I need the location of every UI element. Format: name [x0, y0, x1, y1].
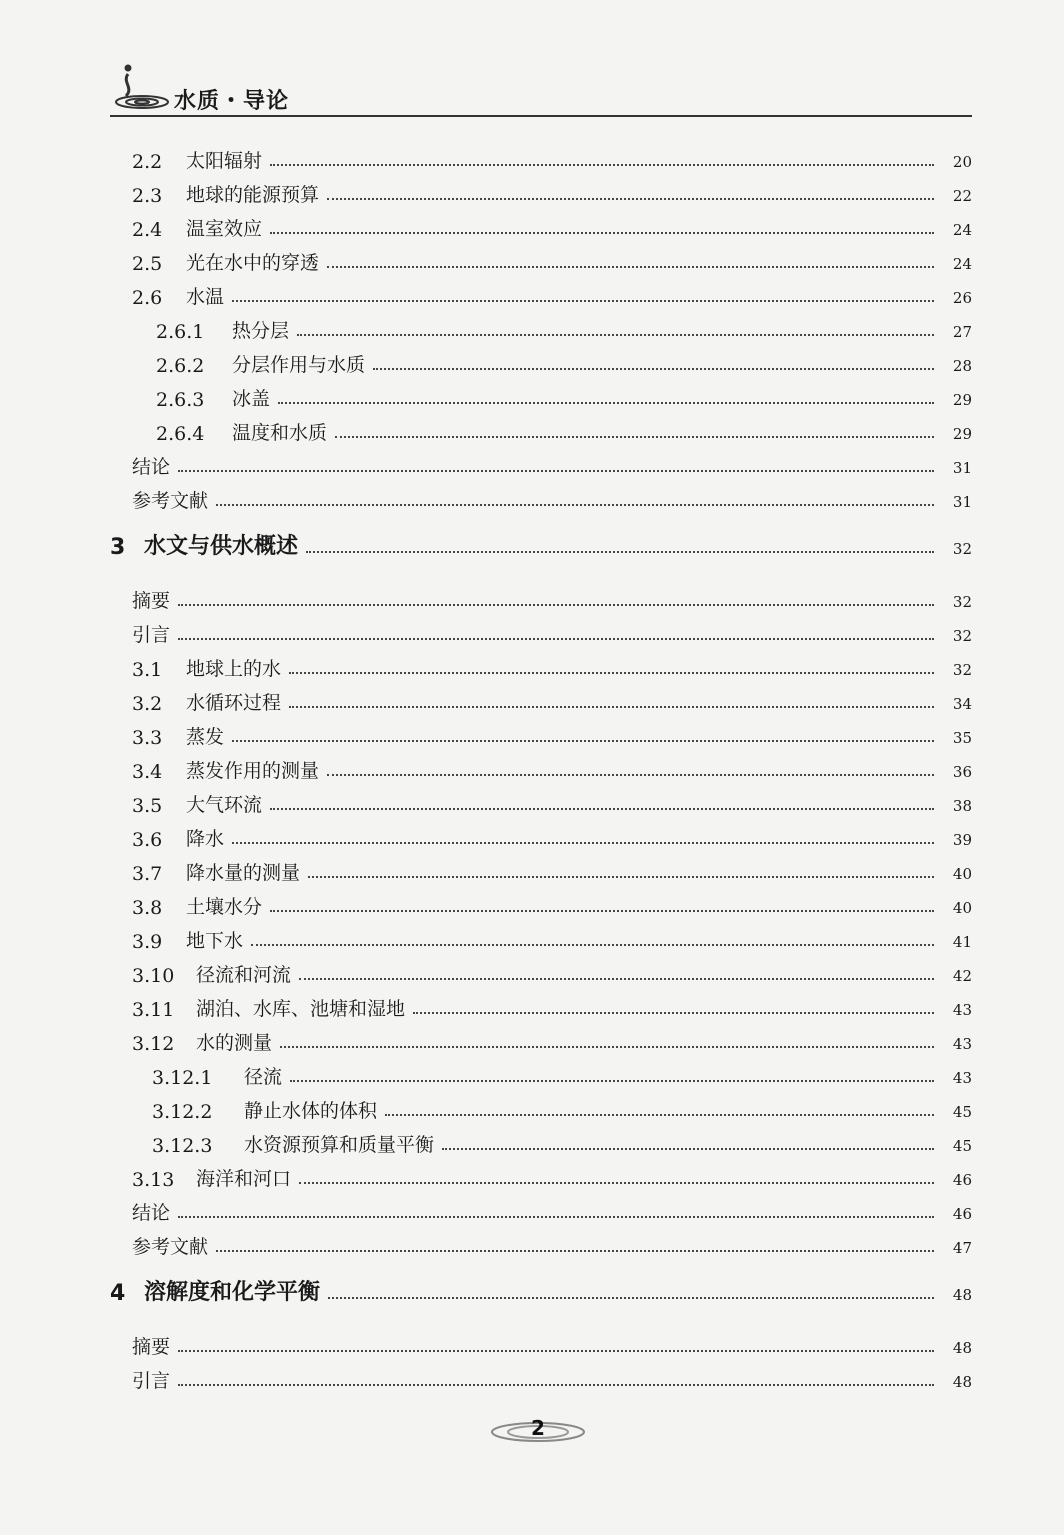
dot-leader [178, 638, 934, 640]
toc-entry-page: 32 [952, 627, 972, 645]
dot-leader [289, 672, 934, 674]
toc-entry-number: 2.6.2 [156, 355, 205, 377]
toc-entry-page: 38 [952, 797, 972, 815]
toc-entry-page: 32 [952, 540, 972, 558]
toc-entry-title: 大气环流 [186, 794, 263, 816]
toc-entry [132, 719, 972, 749]
toc-entry [152, 1093, 972, 1123]
toc-entry-title: 降水 [186, 828, 225, 850]
toc-entry-title: 分层作用与水质 [232, 354, 366, 376]
toc-entry-title: 水资源预算和质量平衡 [244, 1134, 435, 1156]
dot-leader [270, 910, 934, 912]
toc-entry [132, 1195, 972, 1225]
toc-entry-page: 34 [952, 695, 972, 713]
header-divider [110, 115, 972, 117]
toc-entry-number: 3.1 [132, 659, 163, 681]
dot-leader [306, 551, 934, 553]
toc-entry-title: 溶解度和化学平衡 [144, 1280, 321, 1305]
page-header [110, 58, 970, 118]
dot-leader [327, 774, 934, 776]
toc-entry-title: 温度和水质 [232, 422, 328, 444]
toc-entry [132, 211, 972, 241]
toc-entry-title: 结论 [132, 1202, 171, 1224]
chapter-entry [110, 530, 972, 560]
toc-entry-title: 地球上的水 [186, 658, 282, 680]
toc-entry-title: 参考文献 [132, 490, 209, 512]
toc-entry-title: 海洋和河口 [196, 1168, 292, 1190]
toc-entry [132, 143, 972, 173]
dot-leader [232, 300, 934, 302]
toc-entry [132, 583, 972, 613]
toc-entry [156, 415, 972, 445]
toc-entry-title: 冰盖 [232, 388, 271, 410]
toc-entry-page: 32 [952, 661, 972, 679]
toc-entry [132, 177, 972, 207]
dot-leader [335, 436, 934, 438]
toc-entry [132, 1161, 972, 1191]
toc-entry-page: 31 [952, 459, 972, 477]
dot-leader [216, 1250, 934, 1252]
toc-entry-page: 48 [952, 1339, 972, 1357]
toc-entry-page: 29 [952, 425, 972, 443]
toc-entry [132, 449, 972, 479]
toc-entry-number: 2.6.1 [156, 321, 205, 343]
toc-entry-number: 3.4 [132, 761, 163, 783]
toc-entry-title: 径流 [244, 1066, 283, 1088]
toc-entry-number: 3.5 [132, 795, 163, 817]
toc-entry-number: 2.5 [132, 253, 163, 275]
dot-leader [178, 1350, 934, 1352]
toc-entry-number: 3 [110, 535, 126, 560]
toc-entry-number: 3.8 [132, 897, 163, 919]
dot-leader [308, 876, 934, 878]
toc-entry-page: 29 [952, 391, 972, 409]
dot-leader [178, 1384, 934, 1386]
toc-entry-title: 引言 [132, 624, 171, 646]
toc-entry-title: 水温 [186, 286, 225, 308]
toc-entry-page: 35 [952, 729, 972, 747]
dot-leader [270, 808, 934, 810]
toc-entry-title: 参考文献 [132, 1236, 209, 1258]
toc-entry [152, 1127, 972, 1157]
toc-entry-page: 46 [952, 1205, 972, 1223]
toc-entry [132, 651, 972, 681]
toc-entry-page: 24 [952, 255, 972, 273]
dot-leader [413, 1012, 934, 1014]
toc-entry-title: 静止水体的体积 [244, 1100, 378, 1122]
toc-entry-page: 31 [952, 493, 972, 511]
toc-entry-number: 3.12 [132, 1033, 175, 1055]
toc-entry-number: 3.9 [132, 931, 163, 953]
toc-entry-page: 39 [952, 831, 972, 849]
toc-entry-number: 4 [110, 1281, 126, 1306]
chapter-entry [110, 1276, 972, 1306]
dot-leader [270, 164, 934, 166]
toc-entry-page: 48 [952, 1286, 972, 1304]
dot-leader [327, 198, 934, 200]
toc-entry-number: 3.6 [132, 829, 163, 851]
toc-entry-number: 2.6 [132, 287, 163, 309]
toc-entry [132, 787, 972, 817]
toc-entry-page: 43 [952, 1069, 972, 1087]
dot-leader [299, 978, 934, 980]
toc-entry-page: 27 [952, 323, 972, 341]
toc-entry-title: 径流和河流 [196, 964, 292, 986]
toc-entry [132, 245, 972, 275]
toc-entry-number: 3.12.3 [152, 1135, 213, 1157]
page-footer [488, 1410, 588, 1454]
toc-entry-title: 摘要 [132, 1336, 171, 1358]
toc-entry-title: 湖泊、水库、池塘和湿地 [196, 998, 406, 1020]
toc-entry-page: 26 [952, 289, 972, 307]
dot-leader [251, 944, 934, 946]
toc-entry-title: 蒸发 [186, 726, 225, 748]
toc-entry-number: 3.10 [132, 965, 175, 987]
toc-entry-title: 水循环过程 [186, 692, 282, 714]
dot-leader [178, 470, 934, 472]
toc-entry-title: 太阳辐射 [186, 150, 263, 172]
toc-entry-page: 48 [952, 1373, 972, 1391]
toc-entry [132, 1229, 972, 1259]
toc-entry-title: 结论 [132, 456, 171, 478]
dot-leader [297, 334, 934, 336]
toc-entry-page: 20 [952, 153, 972, 171]
toc-entry [132, 685, 972, 715]
toc-entry-number: 3.13 [132, 1169, 175, 1191]
toc-entry-number: 3.3 [132, 727, 163, 749]
toc-entry-page: 47 [952, 1239, 972, 1257]
toc-entry [152, 1059, 972, 1089]
toc-entry [132, 1329, 972, 1359]
toc-entry [132, 821, 972, 851]
toc-entry-page: 43 [952, 1001, 972, 1019]
toc-entry-page: 22 [952, 187, 972, 205]
water-ripple-logo-icon [110, 58, 170, 118]
toc-entry-title: 光在水中的穿透 [186, 252, 320, 274]
dot-leader [178, 604, 934, 606]
toc-entry [132, 483, 972, 513]
toc-entry-page: 40 [952, 899, 972, 917]
toc-entry [156, 313, 972, 343]
toc-entry-title: 热分层 [232, 320, 290, 342]
toc-entry-page: 36 [952, 763, 972, 781]
toc-entry-page: 40 [952, 865, 972, 883]
toc-entry-page: 46 [952, 1171, 972, 1189]
toc-entry [132, 753, 972, 783]
toc-entry-number: 3.12.1 [152, 1067, 213, 1089]
dot-leader [278, 402, 934, 404]
toc-entry-page: 41 [952, 933, 972, 951]
toc-entry [132, 1363, 972, 1393]
toc-entry-title: 水文与供水概述 [144, 534, 299, 559]
dot-leader [328, 1297, 934, 1299]
toc-entry-page: 45 [952, 1103, 972, 1121]
toc-entry-title: 温室效应 [186, 218, 263, 240]
toc-entry-number: 2.6.3 [156, 389, 205, 411]
dot-leader [280, 1046, 934, 1048]
dot-leader [327, 266, 934, 268]
dot-leader [385, 1114, 934, 1116]
toc-entry-page: 43 [952, 1035, 972, 1053]
toc-entry [132, 279, 972, 309]
dot-leader [299, 1182, 934, 1184]
toc-entry [132, 957, 972, 987]
toc-entry-title: 地下水 [186, 930, 244, 952]
toc-entry [132, 991, 972, 1021]
toc-entry-title: 降水量的测量 [186, 862, 301, 884]
dot-leader [442, 1148, 934, 1150]
toc-entry-number: 2.6.4 [156, 423, 205, 445]
toc-entry [156, 381, 972, 411]
toc-entry-title: 地球的能源预算 [186, 184, 320, 206]
dot-leader [232, 740, 934, 742]
toc-entry-page: 32 [952, 593, 972, 611]
toc-entry-number: 2.3 [132, 185, 163, 207]
toc-entry-number: 3.2 [132, 693, 163, 715]
toc-entry-title: 土壤水分 [186, 896, 263, 918]
toc-entry-title: 摘要 [132, 590, 171, 612]
dot-leader [216, 504, 934, 506]
dot-leader [290, 1080, 934, 1082]
toc-entry [132, 889, 972, 919]
toc-entry-title: 水的测量 [196, 1032, 273, 1054]
toc-entry [156, 347, 972, 377]
toc-entry-title: 引言 [132, 1370, 171, 1392]
toc-entry-page: 24 [952, 221, 972, 239]
toc-entry-page: 42 [952, 967, 972, 985]
book-title: 水质・导论 [174, 89, 290, 114]
page-number: 2 [531, 1416, 545, 1440]
toc-entry-number: 3.7 [132, 863, 163, 885]
dot-leader [289, 706, 934, 708]
toc-entry [132, 1025, 972, 1055]
toc-entry-number: 3.12.2 [152, 1101, 213, 1123]
dot-leader [232, 842, 934, 844]
toc-entry-title: 蒸发作用的测量 [186, 760, 320, 782]
dot-leader [178, 1216, 934, 1218]
toc-entry-number: 3.11 [132, 999, 175, 1021]
toc-entry [132, 617, 972, 647]
toc-entry-page: 45 [952, 1137, 972, 1155]
toc-entry [132, 923, 972, 953]
dot-leader [373, 368, 934, 370]
toc-entry-number: 2.2 [132, 151, 163, 173]
toc-entry [132, 855, 972, 885]
dot-leader [270, 232, 934, 234]
toc-entry-page: 28 [952, 357, 972, 375]
toc-entry-number: 2.4 [132, 219, 163, 241]
